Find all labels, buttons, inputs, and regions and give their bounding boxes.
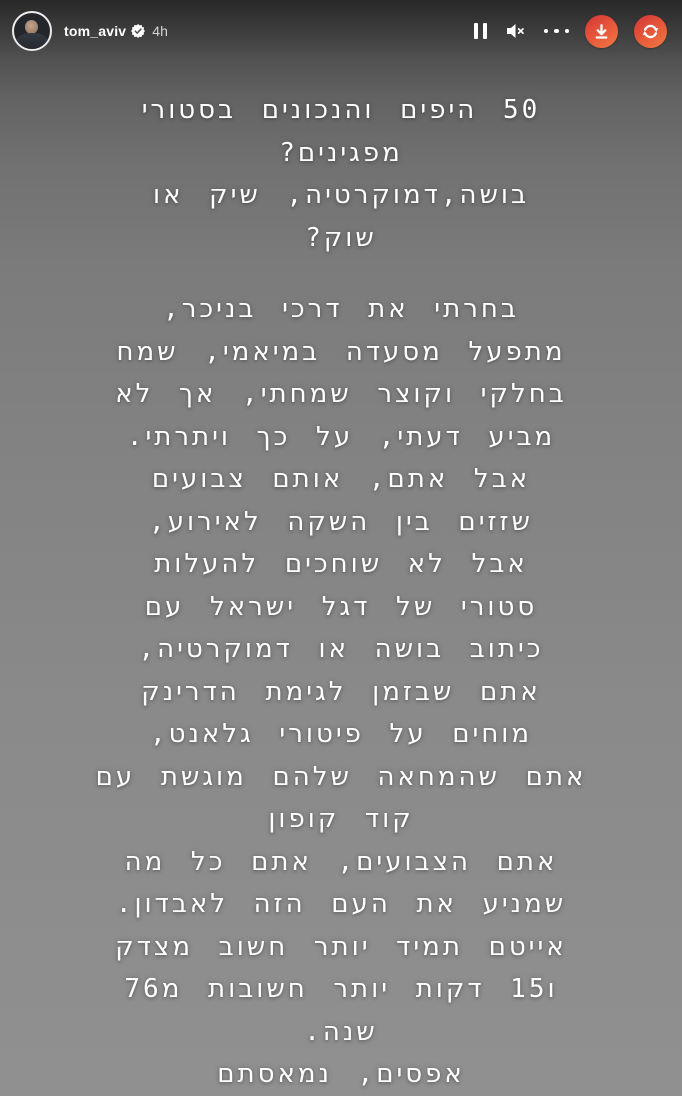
story-text-line: בחלקי וקוצר שמחתי, אך לא (115, 379, 567, 409)
story-text-line: ו15 דקות יותר חשובות מ76 (124, 974, 558, 1004)
download-button[interactable] (585, 15, 618, 48)
story-text-line: אייטם תמיד יותר חשוב מצדק (115, 931, 567, 962)
story-text-line: מפגינים? (279, 137, 403, 168)
story-text-line: סטורי של דגל ישראל עם (144, 591, 538, 622)
download-icon (592, 22, 611, 41)
story-text-line: אתם שהמחאה שלהם מוגשת עם (95, 761, 587, 792)
story-text-line: מתפעל מסעדה במיאמי, שמח (116, 336, 566, 367)
story-text-line: קוד קופון (268, 804, 414, 834)
mute-button[interactable] (505, 21, 526, 41)
story-header (0, 0, 682, 58)
story-text-line: אבל לא שוחכים להעלות (154, 549, 528, 579)
verified-badge-icon (131, 24, 145, 38)
story-text-line-blank (0, 259, 682, 288)
story-text-line: שמניע את העם הזה לאבדון. (115, 889, 567, 919)
story-text-line: בושה,דמוקרטיה, שיק או (153, 180, 529, 210)
username[interactable]: tom_aviv (64, 23, 127, 39)
story-text-line: מביע דעתי, על כך ויתרתי. (126, 421, 556, 452)
story-text-line: כיתוב בושה או דמוקרטיה, (138, 634, 544, 664)
story-text-line: אתם הצבועים, אתם כל מה (124, 846, 558, 877)
story-timestamp: 4h (152, 23, 168, 39)
refresh-button[interactable] (634, 15, 667, 48)
three-dots-icon (544, 29, 570, 34)
pause-button[interactable] (474, 23, 487, 39)
story-text-line: מוחים על פיטורי גלאנט, (149, 719, 533, 749)
profile-avatar[interactable] (12, 11, 52, 51)
story-text-line: שנה. (304, 1016, 378, 1047)
story-text-line: אתם שבזמן לגימת הדרינק (141, 676, 541, 707)
story-text-line: בחרתי את דרכי בניכר, (163, 294, 519, 324)
speaker-muted-icon (505, 21, 526, 41)
story-text-line: שוק? (305, 222, 377, 253)
story-text-line: 50 היפים והנכונים בסטורי (141, 95, 541, 125)
story-text-line: אפסים, נמאסתם (217, 1059, 465, 1089)
story-text-block (0, 89, 682, 1096)
refresh-icon (641, 22, 660, 41)
more-options-button[interactable] (544, 29, 570, 34)
pause-icon (474, 23, 487, 39)
story-text-line: שזזים בין השקה לאירוע, (149, 506, 533, 537)
story-text-line: אבל אתם, אותם צבועים (151, 464, 531, 494)
